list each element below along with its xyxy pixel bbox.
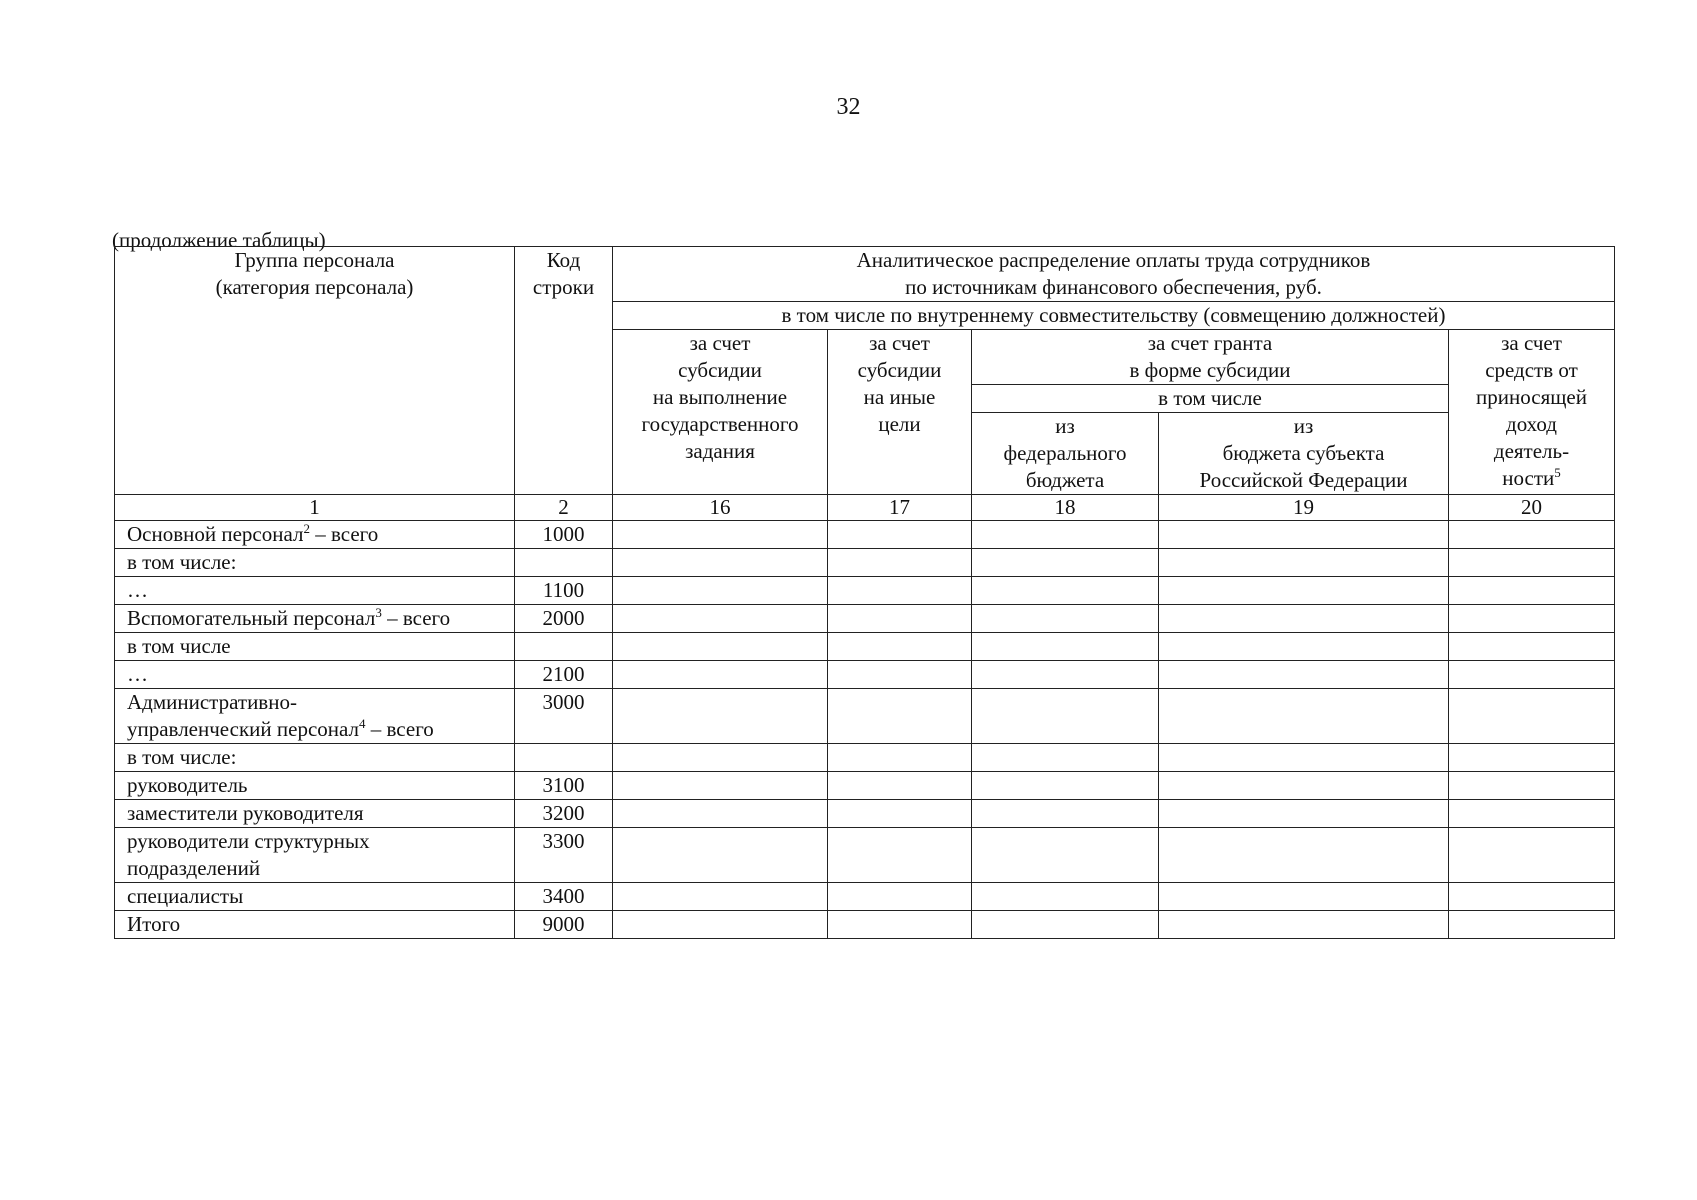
value-cell [828, 772, 972, 800]
value-cell [613, 689, 828, 744]
value-cell [972, 800, 1159, 828]
value-cell [1159, 689, 1449, 744]
value-cell [1449, 689, 1615, 744]
table-body [115, 521, 1615, 939]
value-cell [828, 828, 972, 883]
value-cell [972, 521, 1159, 549]
value-cell [1159, 549, 1449, 577]
value-cell [1159, 883, 1449, 911]
value-cell [1159, 828, 1449, 883]
value-cell [972, 744, 1159, 772]
value-cell [972, 605, 1159, 633]
value-cell [1159, 772, 1449, 800]
row-label: … [115, 577, 515, 605]
value-cell [972, 549, 1159, 577]
value-cell [1449, 744, 1615, 772]
row-label: заместители руководителя [115, 800, 515, 828]
row-label: руководитель [115, 772, 515, 800]
value-cell [1159, 633, 1449, 661]
row-label: в том числе [115, 633, 515, 661]
value-cell [972, 633, 1159, 661]
header-personnel-group: Группа персонала (категория персонала) [115, 247, 515, 495]
table-row [115, 883, 1615, 911]
value-cell [972, 689, 1159, 744]
value-cell [1449, 661, 1615, 689]
row-code: 3100 [515, 772, 613, 800]
row-code: 1100 [515, 577, 613, 605]
row-label: в том числе: [115, 549, 515, 577]
table-row [115, 661, 1615, 689]
value-cell [1449, 883, 1615, 911]
value-cell [972, 828, 1159, 883]
row-code: 3400 [515, 883, 613, 911]
value-cell [613, 800, 828, 828]
value-cell [1159, 605, 1449, 633]
value-cell [1449, 577, 1615, 605]
value-cell [613, 605, 828, 633]
value-cell [1159, 800, 1449, 828]
header-col18: из федерального бюджета [972, 413, 1159, 495]
table-row [115, 800, 1615, 828]
value-cell [1449, 772, 1615, 800]
table-row [115, 633, 1615, 661]
table-row [115, 744, 1615, 772]
value-cell [972, 911, 1159, 939]
column-number: 2 [515, 495, 613, 521]
page-number: 32 [836, 94, 861, 120]
value-cell [1449, 521, 1615, 549]
value-cell [972, 883, 1159, 911]
row-label: специалисты [115, 883, 515, 911]
value-cell [1449, 911, 1615, 939]
value-cell [613, 744, 828, 772]
row-label: в том числе: [115, 744, 515, 772]
table-row [115, 605, 1615, 633]
header-including: в том числе [972, 385, 1449, 413]
column-number: 20 [1449, 495, 1615, 521]
row-code: 3300 [515, 828, 613, 883]
salary-distribution-table [114, 246, 1615, 939]
row-code: 2100 [515, 661, 613, 689]
table-row [115, 549, 1615, 577]
value-cell [613, 633, 828, 661]
value-cell [828, 744, 972, 772]
value-cell [1449, 605, 1615, 633]
value-cell [972, 577, 1159, 605]
value-cell [828, 883, 972, 911]
column-number: 18 [972, 495, 1159, 521]
value-cell [1159, 661, 1449, 689]
value-cell [613, 911, 828, 939]
value-cell [613, 577, 828, 605]
row-code: 3200 [515, 800, 613, 828]
value-cell [972, 661, 1159, 689]
value-cell [613, 549, 828, 577]
header-internal-part-time: в том числе по внутреннему совместительству (совмещению должностей) [613, 302, 1615, 330]
value-cell [1449, 633, 1615, 661]
table-row [115, 689, 1615, 744]
value-cell [828, 800, 972, 828]
value-cell [828, 577, 972, 605]
table-row [115, 577, 1615, 605]
value-cell [613, 828, 828, 883]
column-number: 19 [1159, 495, 1449, 521]
row-label: … [115, 661, 515, 689]
row-label: Итого [115, 911, 515, 939]
value-cell [828, 689, 972, 744]
header-grant: за счет гранта в форме субсидии [972, 330, 1449, 385]
table-row [115, 828, 1615, 883]
value-cell [828, 633, 972, 661]
row-label: Вспомогательный персонал$^3$ – всего [115, 605, 515, 633]
value-cell [972, 772, 1159, 800]
value-cell [1449, 800, 1615, 828]
header-col20: за счет средств от приносящей доход деятель- ности$^5$ [1449, 330, 1615, 495]
header-col16: за счет субсидии на выполнение государственного задания [613, 330, 828, 495]
value-cell [1449, 828, 1615, 883]
row-code [515, 549, 613, 577]
value-cell [1159, 744, 1449, 772]
row-code: 1000 [515, 521, 613, 549]
value-cell [1159, 577, 1449, 605]
value-cell [613, 883, 828, 911]
table-row [115, 911, 1615, 939]
value-cell [828, 605, 972, 633]
value-cell [828, 549, 972, 577]
table-caption: (продолжение таблицы) [112, 228, 326, 252]
row-label: Основной персонал$^2$ – всего [115, 521, 515, 549]
row-code: 2000 [515, 605, 613, 633]
column-number: 1 [115, 495, 515, 521]
column-number: 16 [613, 495, 828, 521]
row-code [515, 633, 613, 661]
row-code: 3000 [515, 689, 613, 744]
header-col19: из бюджета субъекта Российской Федерации [1159, 413, 1449, 495]
value-cell [613, 772, 828, 800]
value-cell [1449, 549, 1615, 577]
row-code [515, 744, 613, 772]
row-label: Административно- управленческий персонал$^4$ – всего [115, 689, 515, 744]
value-cell [828, 661, 972, 689]
value-cell [1159, 911, 1449, 939]
header-analytic-distribution: Аналитическое распределение оплаты труда сотрудников по источникам финансового обеспечения, руб. [613, 247, 1615, 302]
row-code: 9000 [515, 911, 613, 939]
header-row-code: Код строки [515, 247, 613, 495]
column-number: 17 [828, 495, 972, 521]
table-row [115, 521, 1615, 549]
value-cell [613, 661, 828, 689]
table-row [115, 772, 1615, 800]
value-cell [1159, 521, 1449, 549]
row-label: руководители структурных подразделений [115, 828, 515, 883]
header-col17: за счет субсидии на иные цели [828, 330, 972, 495]
value-cell [828, 521, 972, 549]
value-cell [613, 521, 828, 549]
column-numbers-row [115, 495, 1615, 521]
value-cell [828, 911, 972, 939]
